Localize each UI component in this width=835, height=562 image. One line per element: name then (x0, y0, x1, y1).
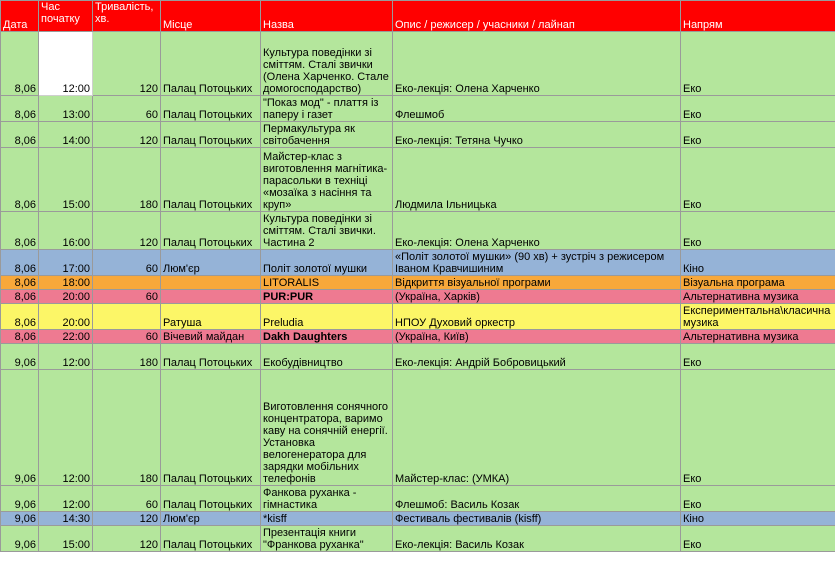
cell-title[interactable]: LITORALIS (261, 276, 393, 290)
cell-time[interactable]: 14:00 (39, 122, 93, 148)
cell-place[interactable]: Люм'єр (161, 250, 261, 276)
cell-place[interactable]: Палац Потоцьких (161, 526, 261, 552)
cell-description[interactable]: Еко-лекція: Андрій Бобровицький (393, 344, 681, 370)
cell-duration[interactable]: 120 (93, 526, 161, 552)
cell-direction[interactable]: Кіно (681, 250, 835, 276)
cell-direction[interactable]: Еко (681, 370, 835, 486)
cell-date[interactable]: 8,06 (1, 212, 39, 250)
cell-duration[interactable]: 60 (93, 290, 161, 304)
table-row (1, 250, 835, 276)
cell-place[interactable]: Палац Потоцьких (161, 486, 261, 512)
cell-description[interactable]: Майстер-клас: (УМКА) (393, 370, 681, 486)
cell-date[interactable]: 9,06 (1, 486, 39, 512)
table-row (1, 304, 835, 330)
cell-title[interactable]: Культура поведінки зі сміттям. Сталі звички. Частина 2 (261, 212, 393, 250)
cell-description[interactable]: НПОУ Духовий оркестр (393, 304, 681, 330)
cell-title[interactable]: Виготовлення сонячного концентратора, варимо каву на сонячній енергії. Установка велогенератора для зарядки мобільних телефонів (261, 370, 393, 486)
cell-description[interactable]: Фестиваль фестивалів (kisff) (393, 512, 681, 526)
header-place[interactable]: Місце (161, 1, 261, 32)
cell-place[interactable] (161, 276, 261, 290)
header-row (1, 1, 835, 32)
table-row (1, 344, 835, 370)
cell-title[interactable]: Preludia (261, 304, 393, 330)
cell-place[interactable]: Палац Потоцьких (161, 212, 261, 250)
cell-date[interactable]: 8,06 (1, 32, 39, 96)
cell-time[interactable]: 12:00 (39, 344, 93, 370)
cell-date[interactable]: 9,06 (1, 370, 39, 486)
cell-duration[interactable]: 60 (93, 250, 161, 276)
cell-duration[interactable] (93, 304, 161, 330)
cell-direction[interactable]: Еко (681, 32, 835, 96)
cell-duration[interactable]: 120 (93, 212, 161, 250)
cell-title[interactable]: Екобудівництво (261, 344, 393, 370)
header-date[interactable]: Дата (1, 1, 39, 32)
cell-direction[interactable]: Еко (681, 486, 835, 512)
cell-place[interactable]: Палац Потоцьких (161, 148, 261, 212)
cell-duration[interactable]: 180 (93, 370, 161, 486)
cell-description[interactable]: Еко-лекція: Олена Харченко (393, 212, 681, 250)
cell-place[interactable]: Вічевий майдан (161, 330, 261, 344)
cell-place[interactable]: Палац Потоцьких (161, 96, 261, 122)
cell-description[interactable]: Флешмоб (393, 96, 681, 122)
cell-direction[interactable]: Еко (681, 212, 835, 250)
cell-duration[interactable]: 60 (93, 330, 161, 344)
cell-time[interactable]: 15:00 (39, 148, 93, 212)
cell-description[interactable]: Еко-лекція: Олена Харченко (393, 32, 681, 96)
cell-title[interactable]: PUR:PUR (261, 290, 393, 304)
cell-title[interactable]: "Показ мод" - плаття із паперу і газет (261, 96, 393, 122)
table-row (1, 32, 835, 96)
table-row (1, 276, 835, 290)
cell-description[interactable]: Еко-лекція: Тетяна Чучко (393, 122, 681, 148)
cell-place[interactable] (161, 290, 261, 304)
cell-date[interactable]: 8,06 (1, 290, 39, 304)
cell-description[interactable]: Відкриття візуальної програми (393, 276, 681, 290)
cell-duration[interactable]: 120 (93, 32, 161, 96)
table-row (1, 122, 835, 148)
cell-place[interactable]: Ратуша (161, 304, 261, 330)
cell-date[interactable]: 8,06 (1, 96, 39, 122)
cell-direction[interactable]: Еко (681, 96, 835, 122)
cell-title[interactable]: Політ золотої мушки (261, 250, 393, 276)
cell-date[interactable]: 8,06 (1, 276, 39, 290)
cell-time[interactable]: 20:00 (39, 304, 93, 330)
cell-duration[interactable]: 180 (93, 148, 161, 212)
cell-place[interactable]: Палац Потоцьких (161, 344, 261, 370)
cell-time[interactable]: 13:00 (39, 96, 93, 122)
cell-place[interactable]: Палац Потоцьких (161, 370, 261, 486)
table-row (1, 290, 835, 304)
cell-description[interactable]: Людмила Ільницька (393, 148, 681, 212)
cell-direction[interactable]: Експериментальна\класична музика (681, 304, 835, 330)
cell-direction[interactable]: Еко (681, 122, 835, 148)
cell-time[interactable]: 12:00 (39, 370, 93, 486)
cell-description[interactable]: (Україна, Харків) (393, 290, 681, 304)
cell-duration[interactable] (93, 276, 161, 290)
cell-title[interactable]: Dakh Daughters (261, 330, 393, 344)
cell-direction[interactable]: Еко (681, 344, 835, 370)
cell-time[interactable]: 15:00 (39, 526, 93, 552)
cell-direction[interactable]: Еко (681, 148, 835, 212)
cell-duration[interactable]: 120 (93, 122, 161, 148)
cell-date[interactable]: 8,06 (1, 330, 39, 344)
table-row (1, 370, 835, 486)
cell-title[interactable]: Презентація книги "Франкова руханка" (261, 526, 393, 552)
cell-direction[interactable]: Кіно (681, 512, 835, 526)
cell-time[interactable]: 20:00 (39, 290, 93, 304)
cell-duration[interactable]: 180 (93, 344, 161, 370)
cell-direction[interactable]: Візуальна програма (681, 276, 835, 290)
cell-direction[interactable]: Альтернативна музика (681, 290, 835, 304)
header-duration[interactable]: Тривалість, хв. (93, 1, 161, 32)
cell-description[interactable]: Еко-лекція: Василь Козак (393, 526, 681, 552)
cell-title[interactable]: *kisff (261, 512, 393, 526)
cell-title[interactable]: Фанкова руханка - гімнастика (261, 486, 393, 512)
header-direction[interactable]: Напрям (681, 1, 835, 32)
cell-duration[interactable]: 60 (93, 486, 161, 512)
cell-duration[interactable]: 60 (93, 96, 161, 122)
cell-time[interactable]: 14:30 (39, 512, 93, 526)
cell-time[interactable]: 22:00 (39, 330, 93, 344)
cell-title[interactable]: Пермакультура як світобачення (261, 122, 393, 148)
cell-time[interactable]: 18:00 (39, 276, 93, 290)
cell-description[interactable]: Флешмоб: Василь Козак (393, 486, 681, 512)
cell-date[interactable]: 9,06 (1, 344, 39, 370)
cell-direction[interactable]: Еко (681, 526, 835, 552)
table-row (1, 526, 835, 552)
cell-time[interactable]: 17:00 (39, 250, 93, 276)
cell-description[interactable]: (Україна, Київ) (393, 330, 681, 344)
cell-place[interactable]: Палац Потоцьких (161, 32, 261, 96)
header-time[interactable]: Час початку (39, 1, 93, 32)
cell-title[interactable]: Майстер-клас з виготовлення магнітика-парасольки в техніці «мозаїка з насіння та круп» (261, 148, 393, 212)
table-row (1, 330, 835, 344)
header-description[interactable]: Опис / режисер / учасники / лайнап (393, 1, 681, 32)
cell-duration[interactable]: 120 (93, 512, 161, 526)
table-row (1, 212, 835, 250)
cell-time[interactable]: 12:00 (39, 486, 93, 512)
cell-date[interactable]: 8,06 (1, 122, 39, 148)
cell-time[interactable]: 16:00 (39, 212, 93, 250)
table-row (1, 486, 835, 512)
cell-date[interactable]: 8,06 (1, 250, 39, 276)
cell-description[interactable]: «Політ золотої мушки» (90 хв) + зустріч з режисером Іваном Кравчишиним (393, 250, 681, 276)
cell-place[interactable]: Люм'єр (161, 512, 261, 526)
cell-date[interactable]: 8,06 (1, 148, 39, 212)
cell-direction[interactable]: Альтернативна музика (681, 330, 835, 344)
table-row (1, 512, 835, 526)
cell-place[interactable]: Палац Потоцьких (161, 122, 261, 148)
cell-date[interactable]: 9,06 (1, 512, 39, 526)
cell-time-selected[interactable]: 12:00 (39, 32, 93, 96)
table-row (1, 96, 835, 122)
cell-title[interactable]: Культура поведінки зі сміттям. Сталі звички (Олена Харченко. Стале домогосподарство) (261, 32, 393, 96)
cell-date[interactable]: 9,06 (1, 526, 39, 552)
cell-date[interactable]: 8,06 (1, 304, 39, 330)
header-title[interactable]: Назва (261, 1, 393, 32)
table-row (1, 148, 835, 212)
